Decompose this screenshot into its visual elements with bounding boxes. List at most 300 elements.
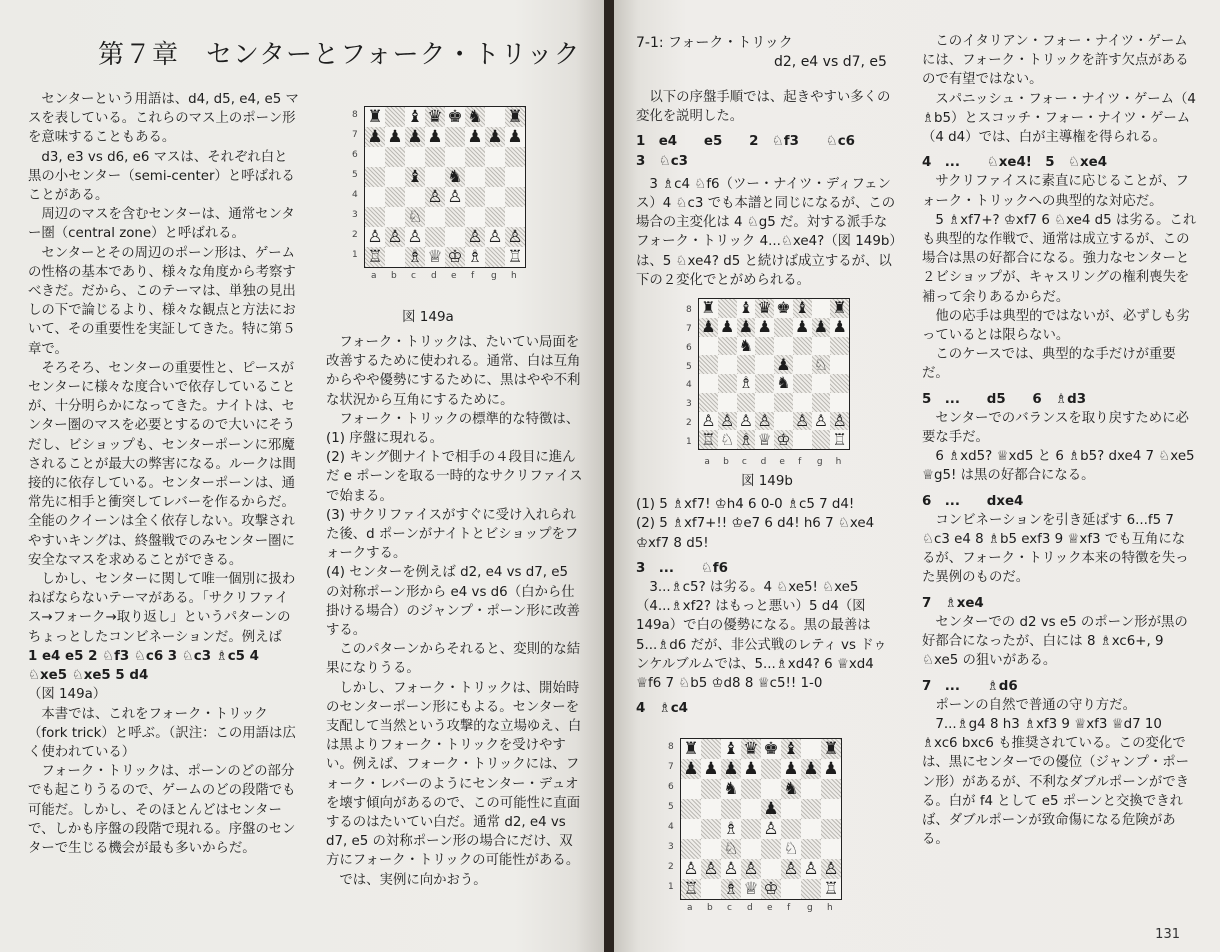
chess-piece: ♟ [813, 317, 829, 337]
square-d3 [741, 839, 761, 859]
square-d4 [741, 819, 761, 839]
file-label: h [835, 457, 842, 468]
square-g3 [485, 207, 505, 227]
paragraph: コンビネーションを引き延ばす 6...f5 7 ♘c3 e4 8 ♗b5 exf3 9 ♕xf3 でも互角になるが、フォーク・トリック本来の特徴を失った異例のものだ。 [922, 512, 1189, 586]
paragraph: センターという用語は、d4, d5, e4, e5 マスを表している。これらのマス上のポーン形を意味することもある。 [28, 92, 299, 146]
square-h5 [821, 799, 841, 819]
chess-piece: ♞ [467, 107, 483, 127]
chess-piece: ♗ [738, 374, 754, 393]
square-f4 [793, 374, 812, 393]
move-line: 5 ... d5 6 ♗d3 [922, 391, 1087, 407]
chess-piece: ♜ [683, 739, 699, 759]
square-f3 [793, 393, 812, 412]
move-line: 6 ... dxe4 [922, 493, 1024, 509]
file-label: e [779, 457, 785, 468]
square-b2 [701, 859, 721, 879]
square-b8 [385, 107, 405, 127]
square-a1 [365, 247, 385, 267]
file-label: c [741, 457, 747, 468]
square-d5 [425, 167, 445, 187]
chess-diagram-149b [674, 298, 874, 468]
chess-piece: ♟ [701, 317, 716, 337]
square-h6 [821, 779, 841, 799]
square-b4 [701, 819, 721, 839]
chess-piece: ♛ [427, 107, 443, 127]
rank-label: 2 [352, 230, 358, 240]
paragraph: 5 ♗xf7+? ♔xf7 6 ♘xe4 d5 は劣る。これも典型的な作戦で、通常は成立するが、この場合は黒の好都合になる。強力なセンターと２ビショップが、キャスリングの権利喪失を補って余りあるからだ。 [922, 212, 1197, 305]
chess-piece: ♝ [738, 299, 754, 318]
paragraph: では、実例に向かおう。 [339, 872, 487, 888]
file-label: f [787, 903, 791, 913]
rank-label: 5 [352, 170, 358, 180]
square-d8 [741, 739, 761, 759]
square-h2 [505, 227, 525, 247]
square-d7 [425, 127, 445, 147]
rank-label: 6 [686, 342, 692, 353]
chess-piece: ♝ [407, 167, 423, 187]
rank-label: 4 [686, 380, 692, 391]
square-h2 [830, 412, 849, 431]
square-d8 [755, 299, 774, 318]
square-d3 [755, 393, 774, 412]
paragraph: フォーク・トリックは、ポーンのどの部分でも起こりうるので、ゲームのどの段階でも可能だ。しかし、そのほとんどはセンターで、しかも序盤の段階で現れる。序盤のセンターで生じる機会が最も多いからだ。 [28, 764, 296, 856]
square-a7 [699, 318, 718, 337]
paragraph: サクリファイスに素直に応じることが、フォーク・トリックへの典型的な対応だ。 [922, 174, 1189, 209]
chess-piece: ♗ [723, 879, 739, 899]
paragraph: しかし、センターに関して唯一個別に扱わねばならないテーマがある。「サクリファイス→フォーク→取り返し」というパターンのちょっとしたコンビネーションだ。例えば [28, 572, 296, 645]
square-d7 [755, 318, 774, 337]
diagram-caption: 図 149a [402, 309, 454, 325]
square-b5 [718, 355, 737, 374]
square-f4 [781, 819, 801, 839]
square-c6 [721, 779, 741, 799]
square-e8 [774, 299, 793, 318]
rank-label: 2 [686, 417, 692, 428]
square-a6 [699, 337, 718, 356]
square-f2 [793, 412, 812, 431]
square-g3 [801, 839, 821, 859]
square-a5 [699, 355, 718, 374]
square-b8 [718, 299, 737, 318]
chess-piece: ♗ [407, 247, 423, 267]
square-e7 [761, 759, 781, 779]
square-f3 [781, 839, 801, 859]
paragraph: 3...♗c5? は劣る。4 ♘xe5! ♘xe5（4...♗xf2? はもっと悪い）5 d4（図 149a）で白の優勢になる。黒の最善は 5...♗d6 だが、非公式戦のレティ vs ドゥンケルブルムでは、5...♗xd4? 6 ♕xd4 ♕f6 7 ♘b5 ♔d8 8 ♕c5!! 1-0 [636, 580, 887, 692]
square-d2 [425, 227, 445, 247]
chess-piece: ♟ [763, 799, 779, 819]
square-c2 [737, 412, 756, 431]
feature-item: (1) 序盤に現れる。 [326, 431, 443, 447]
rank-label: 7 [352, 130, 358, 140]
diagram-caption: 図 149b [741, 474, 793, 490]
square-h8 [821, 739, 841, 759]
chess-piece: ♜ [823, 739, 839, 759]
square-g6 [485, 147, 505, 167]
file-label: g [491, 271, 497, 281]
square-g5 [812, 355, 831, 374]
chess-piece: ♟ [723, 759, 739, 779]
square-h3 [830, 393, 849, 412]
move-line: 3 ♘c3 [636, 153, 688, 169]
square-a3 [699, 393, 718, 412]
square-f5 [465, 167, 485, 187]
chess-piece: ♟ [832, 317, 847, 337]
square-g7 [485, 127, 505, 147]
paragraph: 3 ♗c4 ♘f6（ツー・ナイツ・ディフェンス）4 ♘c3 でも本譜と同じになるが、この場合の主変化は 4 ♘g5 だ。対する派手なフォーク・トリック 4...♘xe4?（図 149b）は、5 ♘xe4? d5 と続けば成立するが、以下の２変化でとがめられる。 [636, 176, 897, 288]
chess-piece: ♗ [723, 819, 739, 839]
chess-piece: ♙ [743, 859, 759, 879]
move-line: 7 ♗xe4 [922, 595, 984, 611]
chess-piece: ♟ [738, 317, 754, 337]
rank-label: 1 [686, 436, 692, 447]
chess-piece: ♞ [738, 336, 754, 355]
file-label: c [727, 903, 732, 913]
square-h4 [821, 819, 841, 839]
chess-piece: ♕ [743, 879, 759, 899]
square-d1 [425, 247, 445, 267]
square-c4 [405, 187, 425, 207]
file-label: f [471, 271, 475, 281]
paragraph: センターでの d2 vs e5 のポーン形が黒の好都合になったが、白には 8 ♗xc6+, 9 ♘xe5 の狙いがある。 [922, 614, 1188, 669]
chess-piece: ♞ [447, 167, 463, 187]
rank-label: 8 [352, 110, 358, 120]
file-label: a [704, 457, 710, 468]
square-g5 [801, 799, 821, 819]
file-label: c [411, 271, 416, 281]
square-g5 [485, 167, 505, 187]
square-g1 [485, 247, 505, 267]
square-c8 [721, 739, 741, 759]
chess-piece: ♖ [507, 247, 523, 267]
square-e2 [445, 227, 465, 247]
square-b5 [385, 167, 405, 187]
chess-piece: ♙ [763, 819, 779, 839]
right-page [614, 0, 1220, 952]
square-c4 [721, 819, 741, 839]
paragraph: フォーク・トリックは、たいてい局面を改善するために使われる。通常、白は互角からやや優勢にするために、黒はやや不利な状況から互角にするために。 [326, 335, 581, 408]
square-e6 [761, 779, 781, 799]
chess-piece: ♙ [723, 859, 739, 879]
chess-piece: ♟ [823, 759, 839, 779]
square-a2 [681, 859, 701, 879]
square-e1 [774, 430, 793, 449]
chess-piece: ♟ [387, 127, 403, 147]
square-d7 [741, 759, 761, 779]
rank-label: 3 [668, 842, 674, 852]
square-b1 [701, 879, 721, 899]
chessboard [364, 106, 526, 268]
square-d4 [425, 187, 445, 207]
square-e7 [445, 127, 465, 147]
square-g8 [485, 107, 505, 127]
square-b8 [701, 739, 721, 759]
file-label: b [723, 457, 729, 468]
square-a2 [365, 227, 385, 247]
chess-piece: ♟ [467, 127, 483, 147]
chess-piece: ♖ [832, 430, 847, 449]
feature-item: (4) センターを例えば d2, e4 vs d7, e5 の対称ポーン形から e4 vs d6（白から仕掛ける場合）のジャンプ・ポーン形に改善する。 [326, 565, 580, 639]
file-label: d [760, 457, 767, 468]
chess-piece: ♞ [723, 779, 739, 799]
chess-piece: ♙ [367, 227, 383, 247]
chess-piece: ♟ [507, 127, 523, 147]
feature-item: (3) サクリファイスがすぐに受け入れられた後、d ポーンがナイトとビショップをフォークする。 [326, 507, 579, 562]
square-b6 [718, 337, 737, 356]
square-c6 [405, 147, 425, 167]
chess-piece: ♜ [507, 107, 523, 127]
chess-piece: ♗ [467, 247, 483, 267]
rank-label: 6 [352, 150, 358, 160]
chess-piece: ♟ [719, 317, 735, 337]
square-f6 [781, 779, 801, 799]
square-e5 [445, 167, 465, 187]
chess-piece: ♙ [427, 187, 443, 207]
file-label: a [687, 903, 693, 913]
chess-piece: ♙ [487, 227, 503, 247]
rank-label: 6 [668, 782, 674, 792]
square-g7 [801, 759, 821, 779]
right-column-1 [636, 88, 898, 718]
chess-piece: ♘ [783, 839, 799, 859]
square-e3 [445, 207, 465, 227]
square-e8 [445, 107, 465, 127]
square-d5 [741, 799, 761, 819]
square-d5 [755, 355, 774, 374]
square-a6 [365, 147, 385, 167]
chess-piece: ♟ [407, 127, 423, 147]
move-line: 7 ... ♗d6 [922, 678, 1018, 694]
move-line: 3 ... ♘f6 [636, 560, 728, 576]
chapter-title: 第７章 センターとフォーク・トリック [98, 40, 581, 70]
square-h1 [830, 430, 849, 449]
paragraph: ポーンの自然で普通の守り方だ。 [935, 697, 1136, 713]
square-h5 [505, 167, 525, 187]
square-c2 [721, 859, 741, 879]
rank-label: 3 [686, 399, 692, 410]
square-g8 [801, 739, 821, 759]
chess-piece: ♜ [367, 107, 383, 127]
chess-piece: ♔ [447, 247, 463, 267]
square-f2 [465, 227, 485, 247]
square-d3 [425, 207, 445, 227]
square-g6 [812, 337, 831, 356]
chess-piece: ♙ [813, 411, 829, 430]
paragraph: しかし、フォーク・トリックは、開始時のセンターポーン形にもよる。センターを支配して当然という攻撃的な立場ゆえ、白は黒よりフォーク・トリックを受けやすい。例えば、フォーク・トリックには、フォーク・レバーのようにセンター・デュオを壊す傾向があるので、この可能性に直面するのはたいてい白だ。通常 d2, e4 vs d7, e5 の対称ポーン形の場合にだけ、双方にフォーク・トリックの可能性がある。 [326, 680, 582, 869]
square-a6 [681, 779, 701, 799]
square-h6 [830, 337, 849, 356]
chess-piece: ♕ [427, 247, 443, 267]
square-c3 [737, 393, 756, 412]
square-b5 [701, 799, 721, 819]
chess-piece: ♙ [803, 859, 819, 879]
chess-piece: ♙ [407, 227, 423, 247]
right-column-2 [922, 32, 1198, 849]
square-c7 [405, 127, 425, 147]
square-a5 [365, 167, 385, 187]
paragraph: センターでのバランスを取り戻すために必要な手だ。 [922, 410, 1189, 446]
square-f1 [793, 430, 812, 449]
section-title: 7-1: フォーク・トリック [636, 35, 793, 51]
square-g2 [485, 227, 505, 247]
square-e2 [761, 859, 781, 879]
chess-piece: ♔ [763, 879, 779, 899]
square-g1 [801, 879, 821, 899]
square-d6 [741, 779, 761, 799]
square-c2 [405, 227, 425, 247]
paragraph: 以下の序盤手順では、起きやすい多くの変化を説明した。 [636, 90, 891, 125]
square-b3 [718, 393, 737, 412]
chess-piece: ♙ [683, 859, 699, 879]
chess-piece: ♘ [407, 207, 423, 227]
rank-label: 5 [686, 361, 692, 372]
left-page [0, 0, 606, 952]
chess-piece: ♟ [487, 127, 503, 147]
chess-piece: ♙ [447, 187, 463, 207]
square-b3 [385, 207, 405, 227]
rank-label: 8 [686, 305, 692, 316]
chess-piece: ♙ [832, 411, 847, 430]
square-g4 [801, 819, 821, 839]
square-c6 [737, 337, 756, 356]
square-e5 [761, 799, 781, 819]
chess-piece: ♟ [367, 127, 383, 147]
chess-piece: ♖ [367, 247, 383, 267]
chess-piece: ♙ [783, 859, 799, 879]
square-e1 [761, 879, 781, 899]
paragraph: フォーク・トリックの標準的な特徴は、 [339, 411, 580, 427]
square-b1 [718, 430, 737, 449]
square-e3 [761, 839, 781, 859]
square-b7 [718, 318, 737, 337]
feature-item: (2) キング側ナイトで相手の４段目に進んだ e ポーンを取る一時的なサクリファイスで始まる。 [326, 450, 583, 504]
square-e4 [445, 187, 465, 207]
square-b7 [701, 759, 721, 779]
paragraph: 6 ♗xd5? ♕xd5 と 6 ♗b5? dxe4 7 ♘xe5 ♕g5! は黒の好都合になる。 [922, 449, 1195, 484]
section-subtitle: d2, e4 vs d7, e5 [774, 54, 887, 70]
square-e6 [445, 147, 465, 167]
square-f8 [465, 107, 485, 127]
square-f1 [781, 879, 801, 899]
square-f4 [465, 187, 485, 207]
square-h3 [505, 207, 525, 227]
square-a1 [681, 879, 701, 899]
square-h3 [821, 839, 841, 859]
chess-piece: ♟ [757, 317, 772, 337]
diagram-ref: （図 149a） [28, 687, 107, 703]
chess-piece: ♗ [738, 430, 754, 449]
chess-piece: ♞ [776, 374, 791, 393]
chess-piece: ♝ [794, 299, 810, 318]
paragraph: このパターンからそれると、変則的な結果になりうる。 [326, 642, 581, 677]
variation-line: (1) 5 ♗xf7! ♔h4 6 0-0 ♗c5 7 d4! [636, 497, 855, 513]
paragraph: そろそろ、センターの重要性と、ピースがセンターに様々な度合いで依存していることが、十分明らかになってきた。ナイトは、センター圏のマスを必要とするので大いにそうだし、ビショップも、センターポーンに邪魔されることが最大の弊害になる。ルークは間接的に依存している。センターポーンは、通常先に相手と衝突してレバーを作るからだ。全能のクイーンは全く依存しない。攻撃されやすいキングは、終盤戦でのみセンター圏に安全なマスを求めることができる。 [28, 360, 296, 568]
chess-piece: ♙ [794, 411, 810, 430]
square-g4 [812, 374, 831, 393]
rank-label: 4 [352, 190, 358, 200]
square-f1 [465, 247, 485, 267]
chess-piece: ♝ [407, 107, 423, 127]
square-h2 [821, 859, 841, 879]
rank-label: 4 [668, 822, 674, 832]
square-f3 [465, 207, 485, 227]
diagram-slot-149b [636, 290, 898, 472]
square-a4 [681, 819, 701, 839]
chess-piece: ♙ [719, 411, 735, 430]
chess-piece: ♟ [743, 759, 759, 779]
chess-piece: ♟ [683, 759, 699, 779]
chess-piece: ♟ [776, 355, 791, 374]
chess-piece: ♙ [701, 411, 716, 430]
square-g6 [801, 779, 821, 799]
square-a8 [365, 107, 385, 127]
square-c5 [737, 355, 756, 374]
square-g4 [485, 187, 505, 207]
square-f6 [793, 337, 812, 356]
chess-piece: ♚ [776, 299, 791, 318]
chess-piece: ♙ [703, 859, 719, 879]
file-label: h [511, 271, 517, 281]
square-h7 [830, 318, 849, 337]
chess-piece: ♙ [738, 411, 754, 430]
square-b4 [718, 374, 737, 393]
square-h7 [821, 759, 841, 779]
chess-piece: ♟ [783, 759, 799, 779]
file-label: d [431, 271, 437, 281]
square-d6 [425, 147, 445, 167]
square-a4 [365, 187, 385, 207]
chess-piece: ♝ [783, 739, 799, 759]
square-g2 [801, 859, 821, 879]
square-e8 [761, 739, 781, 759]
chess-piece: ♘ [719, 430, 735, 449]
chess-diagram-after-4-bc4 [656, 732, 866, 932]
rank-label: 5 [668, 802, 674, 812]
square-d1 [741, 879, 761, 899]
square-b4 [385, 187, 405, 207]
chess-piece: ♞ [783, 779, 799, 799]
move-line: 4 ♗c4 [636, 701, 688, 717]
square-e4 [774, 374, 793, 393]
chess-piece: ♟ [794, 317, 810, 337]
chess-piece: ♘ [723, 839, 739, 859]
paragraph: スパニッシュ・フォー・ナイツ・ゲーム（4 ♗b5）とスコッチ・フォー・ナイツ・ゲーム（4 d4）では、白が主導権を得られる。 [922, 91, 1196, 146]
square-h5 [830, 355, 849, 374]
square-f8 [781, 739, 801, 759]
file-label: e [767, 903, 773, 913]
square-a1 [699, 430, 718, 449]
square-e7 [774, 318, 793, 337]
file-label: h [827, 903, 833, 913]
rank-label: 1 [668, 882, 674, 892]
left-column-2 [326, 333, 584, 890]
chess-piece: ♙ [467, 227, 483, 247]
file-label: b [391, 271, 397, 281]
chess-piece: ♜ [832, 299, 847, 318]
square-c3 [721, 839, 741, 859]
square-g8 [812, 299, 831, 318]
square-g3 [812, 393, 831, 412]
square-b2 [718, 412, 737, 431]
square-c3 [405, 207, 425, 227]
square-d1 [755, 430, 774, 449]
square-a3 [681, 839, 701, 859]
square-c5 [405, 167, 425, 187]
square-h1 [821, 879, 841, 899]
square-h4 [505, 187, 525, 207]
paragraph: 本書では、これをフォーク・トリック（fork trick）と呼ぶ。（訳注：この用語は広く使われている） [28, 706, 296, 760]
paragraph: 他の応手は典型的ではないが、必ずしも劣っているとは限らない。 [922, 308, 1190, 344]
chess-piece: ♖ [823, 879, 839, 899]
